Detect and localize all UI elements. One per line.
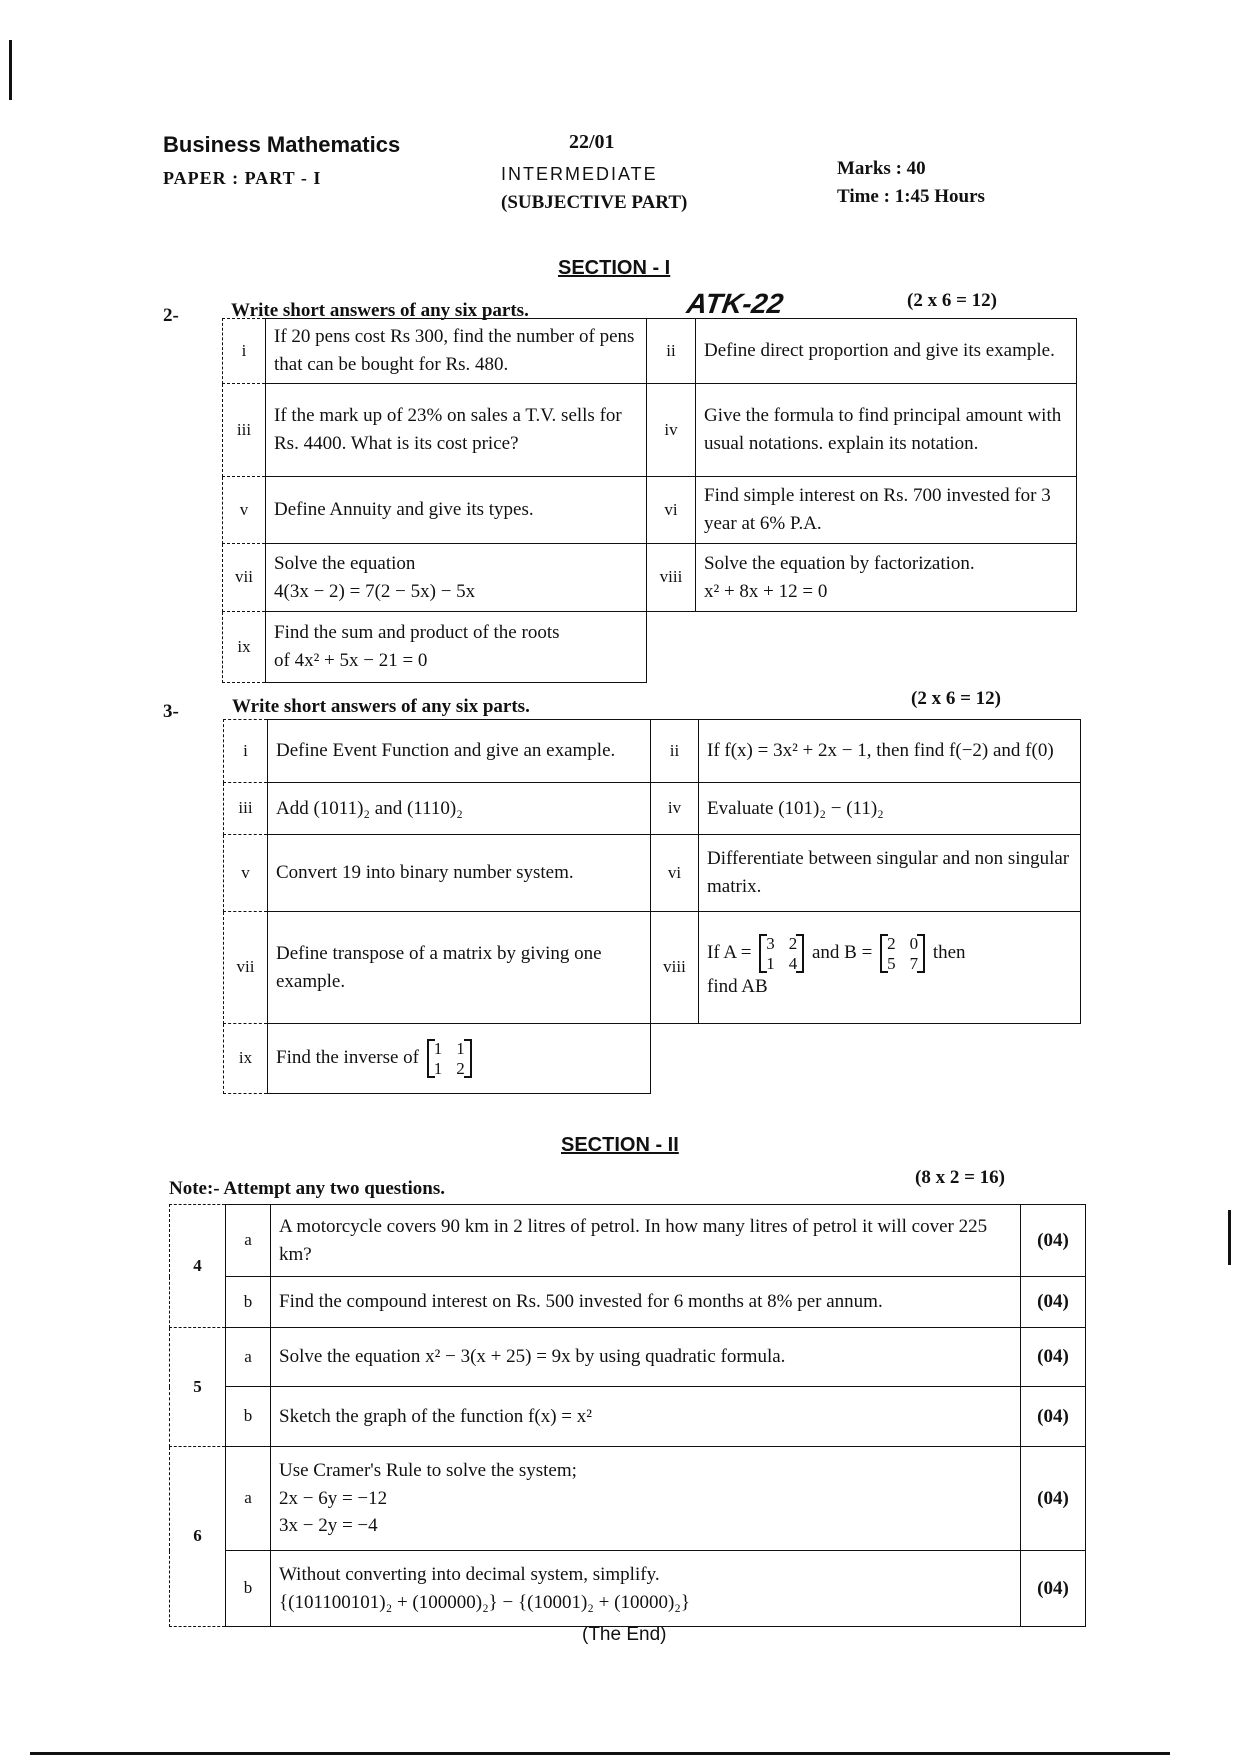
formula: of 4x² + 5x − 21 = 0: [274, 650, 428, 671]
part-letter: b: [226, 1277, 271, 1328]
note: Note:- Attempt any two questions.: [169, 1178, 446, 1199]
q2-table: [222, 318, 1077, 683]
question-text: Without converting into decimal system, simplify.: [279, 1563, 660, 1585]
question-text: Define Annuity and give its types.: [266, 477, 647, 544]
part-letter: a: [226, 1447, 271, 1551]
question-text: Find simple interest on Rs. 700 invested for 3 year at 6% P.A.: [696, 477, 1077, 544]
part-marks: (04): [1021, 1551, 1086, 1627]
section-1-title: SECTION - I: [558, 257, 671, 279]
table-row: [224, 835, 1081, 912]
part-number: vii: [224, 912, 268, 1024]
table-row: [170, 1328, 1086, 1387]
question-cell: [699, 912, 1081, 1024]
matrix-entry: 0: [909, 934, 919, 954]
formula: {(101100101)₂ + (100000)₂} − {(10001)₂ + (10000)₂}: [279, 1591, 691, 1613]
table-row: [223, 319, 1077, 384]
part-number: vi: [651, 835, 699, 912]
paper-code: 22/01: [569, 131, 615, 153]
question-text: Give the formula to find principal amount with usual notations. explain its notation.: [696, 384, 1077, 477]
matrix-entry: 2: [887, 934, 896, 954]
question-text: Add (1011)₂ and (1110)₂: [268, 783, 651, 835]
question-cell: [266, 544, 647, 612]
part-number: ix: [224, 1024, 268, 1094]
part-letter: b: [226, 1387, 271, 1447]
text: and B =: [812, 942, 873, 964]
scan-bottom-line: [30, 1752, 1170, 1755]
question-text: Define Event Function and give an example.: [268, 720, 651, 783]
q2-marks: (2 x 6 = 12): [907, 290, 997, 311]
scan-right-mark: [1228, 1210, 1231, 1265]
equation: 2x − 6y = −12: [279, 1487, 388, 1509]
matrix-entry: 1: [433, 1038, 443, 1058]
question-cell: [271, 1551, 1021, 1627]
question-number: 4: [170, 1205, 226, 1328]
q2-number: 2-: [163, 305, 179, 326]
matrix-entry: 2: [788, 934, 798, 954]
question-cell: [268, 1024, 651, 1094]
question-text: If the mark up of 23% on sales a T.V. sells for Rs. 4400. What is its cost price?: [266, 384, 647, 477]
part-number: i: [223, 319, 266, 384]
question-text: Use Cramer's Rule to solve the system;: [279, 1460, 577, 1482]
equation: 3x − 2y = −4: [279, 1515, 378, 1537]
text: then: [932, 942, 966, 964]
question-text: Evaluate (101)₂ − (11)₂: [699, 783, 1081, 835]
part-number: iii: [224, 783, 268, 835]
part-marks: (04): [1021, 1205, 1086, 1277]
table-row: [223, 612, 1077, 683]
matrix-entry: 1: [766, 953, 775, 973]
subject-title: Business Mathematics: [163, 132, 401, 157]
section-2-title: SECTION - II: [561, 1134, 679, 1156]
empty-cell: [699, 1024, 1081, 1094]
time-label: Time : 1:45 Hours: [837, 186, 985, 207]
matrix-entry: 3: [766, 934, 775, 954]
question-text: If 20 pens cost Rs 300, find the number of pens that can be bought for Rs. 480.: [266, 319, 647, 384]
table-row: [170, 1205, 1086, 1277]
formula: 4(3x − 2) = 7(2 − 5x) − 5x: [274, 580, 476, 602]
part-number: ii: [647, 319, 696, 384]
part-number: viii: [647, 544, 696, 612]
part-number: iv: [647, 384, 696, 477]
part-number: viii: [651, 912, 699, 1024]
question-number: 5: [170, 1328, 226, 1447]
paper-label: PAPER : PART - I: [163, 168, 322, 188]
question-cell: [271, 1447, 1021, 1551]
q3-marks: (2 x 6 = 12): [911, 688, 1001, 709]
part-number: iv: [651, 783, 699, 835]
question-cell: [266, 612, 647, 683]
table-row: [170, 1551, 1086, 1627]
formula: x² + 8x + 12 = 0: [704, 580, 828, 602]
text: Find the inverse of: [276, 1046, 420, 1068]
q2-instruction: Write short answers of any six parts.: [231, 300, 529, 321]
matrix-entry: 2: [456, 1058, 465, 1078]
question-text: Find the compound interest on Rs. 500 invested for 6 months at 8% per annum.: [271, 1277, 1021, 1328]
section-2-marks: (8 x 2 = 16): [915, 1167, 1005, 1188]
part-number: i: [224, 720, 268, 783]
table-row: [170, 1447, 1086, 1551]
part-marks: (04): [1021, 1387, 1086, 1447]
question-text: Sketch the graph of the function f(x) = x²: [271, 1387, 1021, 1447]
part-number: iii: [223, 384, 266, 477]
table-row: [224, 720, 1081, 783]
part-letter: b: [226, 1551, 271, 1627]
table-row: [223, 477, 1077, 544]
section-2-table: [169, 1204, 1086, 1627]
part-marks: (04): [1021, 1277, 1086, 1328]
matrix-a: [759, 934, 804, 973]
question-text: Solve the equation x² − 3(x + 25) = 9x by using quadratic formula.: [271, 1328, 1021, 1387]
empty-cell: [651, 1024, 699, 1094]
question-text: Define direct proportion and give its example.: [696, 319, 1077, 384]
question-text: Define transpose of a matrix by giving one example.: [268, 912, 651, 1024]
part-label: (SUBJECTIVE PART): [501, 192, 688, 213]
table-row: [170, 1387, 1086, 1447]
level-label: INTERMEDIATE: [501, 164, 658, 184]
part-number: vii: [223, 544, 266, 612]
part-number: ii: [651, 720, 699, 783]
matrix: [427, 1039, 472, 1078]
table-row: [223, 544, 1077, 612]
part-number: v: [223, 477, 266, 544]
question-number: 6: [170, 1447, 226, 1627]
question-text: Solve the equation: [274, 552, 416, 574]
question-text: Find the sum and product of the roots: [274, 622, 560, 644]
table-row: [223, 384, 1077, 477]
matrix-b: [880, 934, 925, 973]
part-letter: a: [226, 1328, 271, 1387]
matrix-entry: 7: [909, 953, 919, 973]
empty-cell: [647, 612, 696, 683]
question-text: If f(x) = 3x² + 2x − 1, then find f(−2) and f(0): [699, 720, 1081, 783]
text: find AB: [707, 976, 768, 998]
table-row: [170, 1277, 1086, 1328]
table-row: [224, 912, 1081, 1024]
marks-label: Marks : 40: [837, 158, 926, 179]
part-marks: (04): [1021, 1328, 1086, 1387]
question-text: A motorcycle covers 90 km in 2 litres of petrol. In how many litres of petrol it will cover 225 km?: [271, 1205, 1021, 1277]
part-number: ix: [223, 612, 266, 683]
question-text: Solve the equation by factorization.: [704, 552, 975, 574]
q3-instruction: Write short answers of any six parts.: [232, 696, 530, 717]
text: If A =: [707, 942, 752, 964]
matrix-entry: 1: [433, 1058, 443, 1078]
question-text: Convert 19 into binary number system.: [268, 835, 651, 912]
part-number: vi: [647, 477, 696, 544]
q3-number: 3-: [163, 701, 179, 722]
table-row: [224, 783, 1081, 835]
question-cell: [696, 544, 1077, 612]
part-number: v: [224, 835, 268, 912]
matrix-entry: 4: [788, 953, 798, 973]
part-marks: (04): [1021, 1447, 1086, 1551]
table-row: [224, 1024, 1081, 1094]
matrix-entry: 5: [887, 953, 896, 973]
handwritten-note: ATK-22: [684, 288, 786, 319]
matrix-entry: 1: [456, 1038, 465, 1058]
empty-cell: [696, 612, 1077, 683]
part-letter: a: [226, 1205, 271, 1277]
question-text: Differentiate between singular and non singular matrix.: [699, 835, 1081, 912]
end-label: (The End): [582, 1624, 667, 1645]
scan-mark: [9, 40, 12, 100]
q3-table: [223, 719, 1081, 1094]
